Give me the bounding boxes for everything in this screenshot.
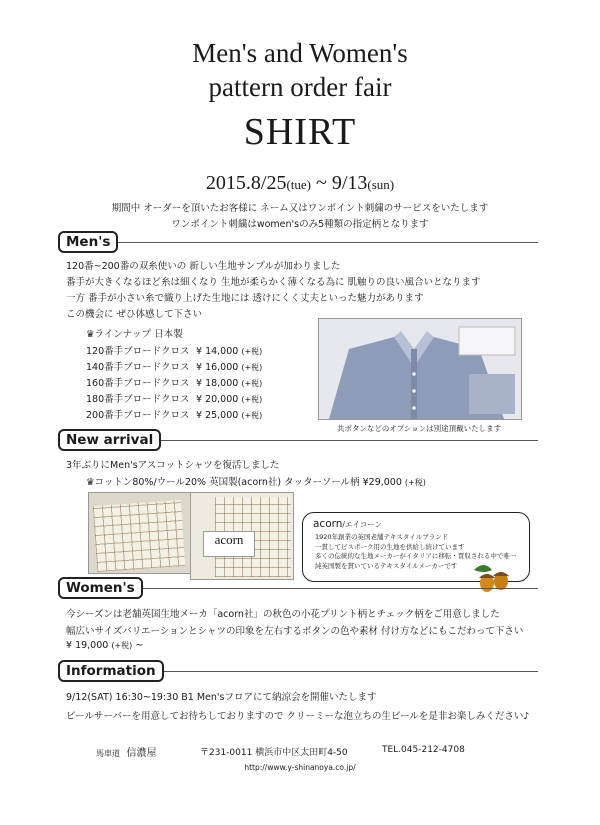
- embroidery-note: ワンポイント刺繍はwomen'sのみ5種類の指定柄となります: [171, 219, 429, 230]
- mens-label: Men's: [58, 231, 118, 253]
- date-separator: ~: [311, 172, 332, 194]
- photo-caption: 共ボタンなどのオプションは別途頂戴いたします: [336, 424, 502, 433]
- acorn-info-title: acorn/エイコーン: [313, 518, 382, 530]
- tax-note: (+税): [111, 641, 133, 650]
- crown-icon: ♛: [86, 477, 95, 488]
- price-row: [86, 391, 262, 405]
- acorn-tag: [203, 531, 255, 557]
- mens-text-line-1: 120番~200番の双糸使いの 新しい生地サンプルが加わりました: [66, 261, 341, 272]
- date-end-day: (sun): [367, 177, 395, 192]
- ascot-shirt-photo: [88, 492, 192, 574]
- tax-note: (+税): [241, 347, 263, 356]
- mens-text-line-3: 一方 番手が小さい糸で織り上げた生地には 透けにくく丈夫といった魅力があります: [66, 293, 424, 304]
- shop-prefix: 馬車道: [96, 749, 120, 758]
- date-end: 9/13: [331, 172, 368, 194]
- lineup-heading: [86, 326, 183, 340]
- womens-price: [66, 640, 143, 651]
- mens-text-line-2: 番手が大きくなるほど糸は細くなり 生地が柔らかく薄くなる為に 肌触りの良い風合いとなります: [66, 277, 481, 288]
- new-arrival-detail: コットン80%/ウール20% 英国製(acorn社) タッターソール柄 ¥29,000: [94, 477, 402, 488]
- fabric-price: ¥ 25,000: [196, 410, 239, 421]
- fabric-name: 140番手ブロードクロス: [86, 362, 190, 373]
- new-arrival-line-2: [86, 474, 426, 488]
- fabric-price: ¥ 16,000: [196, 362, 239, 373]
- womens-label: Women's: [58, 577, 143, 599]
- information-label: Information: [58, 660, 164, 682]
- tax-note: (+税): [241, 379, 263, 388]
- mens-shirt-photo: [318, 318, 522, 420]
- fabric-name: 200番手ブロードクロス: [86, 410, 190, 421]
- tax-note: (+税): [404, 478, 426, 487]
- information-line-2: ビールサーバーを用意してお待ちしておりますので クリーミーな泡立ちの生ビールを是非お楽しみください♪: [66, 711, 530, 722]
- mens-divider: [58, 242, 538, 243]
- fabric-price: ¥ 14,000: [196, 346, 239, 357]
- fabric-price: ¥ 18,000: [196, 378, 239, 389]
- acorn-info-text: 1920年創業の英国老舗テキスタイルブランド 一貫してビスポーク用の生地を供給し続けています 多くの伝統的な生地メーカーがイタリアに移転・買収される中で唯一 純英国製を貫いているテキスタイルメーカーです: [315, 533, 517, 570]
- acorn-tag-text: acorn: [214, 532, 244, 547]
- price-row: [86, 375, 262, 389]
- price-row: [86, 359, 262, 373]
- tax-note: (+税): [241, 395, 263, 404]
- fabric-swatch-photo: [190, 492, 294, 580]
- fabric-price: ¥ 20,000: [196, 394, 239, 405]
- fabric-name: 180番手ブロードクロス: [86, 394, 190, 405]
- crown-icon: ♛: [86, 329, 95, 340]
- shop-phone: TEL.045-212-4708: [382, 745, 465, 755]
- main-title: SHIRT: [243, 111, 357, 153]
- shop-name: 信濃屋: [126, 748, 157, 759]
- womens-price-value: ¥ 19,000: [66, 640, 109, 651]
- service-note: 期間中 オーダーを頂いたお客様に ネーム又はワンポイント刺繍のサービスをいたします: [111, 203, 489, 214]
- lineup-title: ラインナップ 日本製: [94, 329, 183, 340]
- mens-text-line-4: この機会に ぜひ体感して下さい: [66, 309, 203, 320]
- new-arrival-line-1: 3年ぶりにMen'sアスコットシャツを復活しました: [66, 460, 280, 471]
- price-row: [86, 343, 262, 357]
- date-start-day: (tue): [286, 177, 311, 192]
- fabric-name: 120番手ブロードクロス: [86, 346, 190, 357]
- womens-line-1: 今シーズンは老舗英国生地メーカ「acorn社」の秋色の小花プリント柄とチェック柄をご用意しました: [66, 609, 500, 620]
- price-row: [86, 407, 262, 421]
- womens-line-2: 幅広いサイズバリエーションとシャツの印象を左右するボタンの色や素材 付け方などにもこだわって下さい: [66, 626, 524, 637]
- tax-note: (+税): [241, 411, 263, 420]
- shirt-illustration: [319, 319, 521, 419]
- fabric-name: 160番手ブロードクロス: [86, 378, 190, 389]
- fair-dates: [0, 172, 600, 195]
- shop-address: 〒231-0011 横浜市中区太田町4-50: [200, 748, 348, 758]
- shop-website-link[interactable]: http://www.y-shinanoya.co.jp/: [244, 763, 356, 772]
- shop-info: [96, 744, 157, 759]
- information-line-1: 9/12(SAT) 16:30~19:30 B1 Men'sフロアにて納涼会を開催いたします: [66, 692, 377, 703]
- new-arrival-label: New arrival: [58, 429, 161, 451]
- title-line-2: pattern order fair: [208, 72, 392, 102]
- tax-note: (+税): [241, 363, 263, 372]
- price-suffix: ~: [135, 640, 144, 651]
- date-start: 2015.8/25: [205, 172, 287, 194]
- title-line-1: Men's and Women's: [192, 38, 408, 68]
